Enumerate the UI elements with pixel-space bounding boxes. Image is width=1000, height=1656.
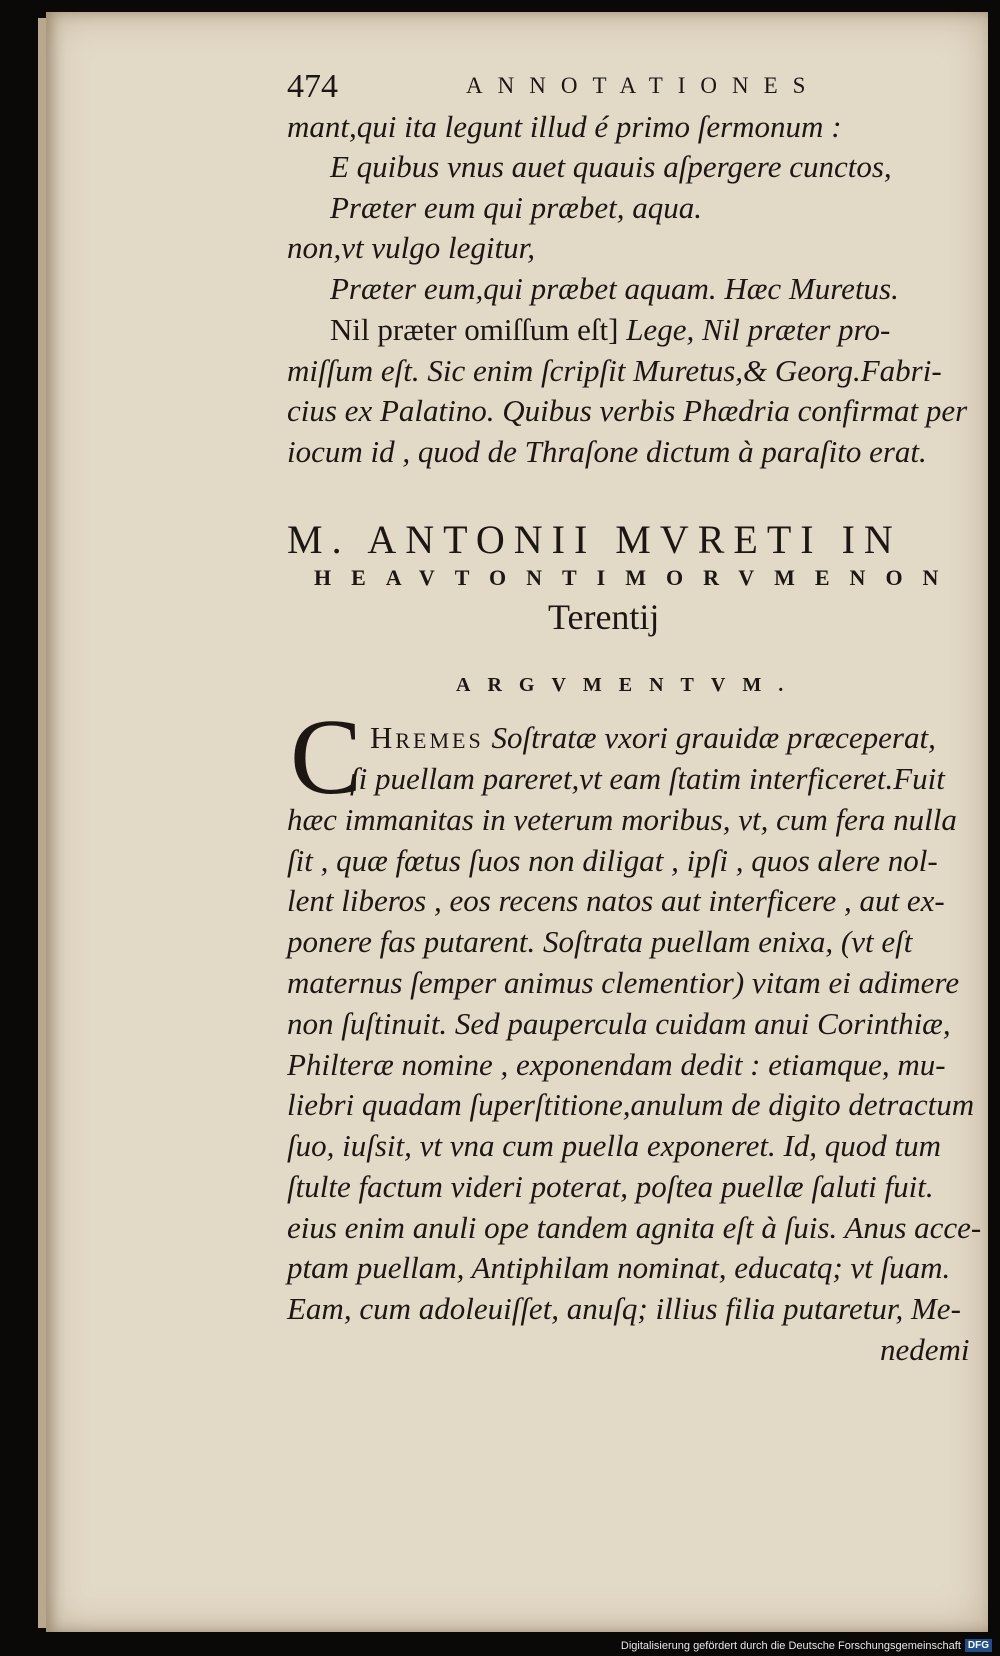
text-line: maternus ſemper animus clementior) vitam ei adimere (287, 965, 960, 1000)
first-line-text: Soſtratæ vxori grauidæ præceperat, (483, 720, 936, 755)
running-title: ANNOTATIONES (466, 73, 821, 98)
text-line: ſuo, iuſsit, vt vna cum puella exponeret. Id, quod tum (287, 1128, 942, 1163)
text-line: ſit , quæ fœtus ſuos non diligat , ipſi , quos alere nol- (287, 843, 938, 878)
first-word: Hremes (370, 720, 484, 755)
text-line: Philteræ nomine , exponendam dedit : etiamque, mu- (287, 1047, 946, 1082)
footer-credit: Digitalisierung gefördert durch die Deutsche Forschungsgemeinschaft (620, 1639, 961, 1652)
note-text: Lege, Nil præter pro- (618, 312, 891, 347)
page-number: 474 (287, 68, 338, 105)
section-subtitle: HEAVTONTIMORVMENON (314, 565, 959, 590)
text-line: liebri quadam ſuperſtitione,anulum de digito detractum (287, 1087, 975, 1122)
section-title: M. ANTONII MVRETI IN (287, 517, 902, 562)
note-first-line (330, 314, 890, 345)
text-line: lent liberos , eos recens natos aut interficere , aut ex- (287, 883, 945, 918)
text-line: iocum id , quod de Thraſone dictum à paraſito erat. (287, 434, 927, 469)
text-line: cius ex Palatino. Quibus verbis Phædria confirmat per (287, 393, 968, 428)
text-line: miſſum eſt. Sic enim ſcripſit Muretus,& Georg.Fabri- (287, 353, 942, 388)
text-line: ponere fas putarent. Soſtrata puellam enixa, (vt eſt (287, 924, 913, 959)
catchword: nedemi (880, 1332, 970, 1367)
text-line: ſtulte factum videri poterat, poſtea puellæ ſaluti fuit. (287, 1169, 934, 1204)
text-line: hæc immanitas in veterum moribus, vt, cum fera nulla (287, 802, 957, 837)
text-line: Eam, cum adoleuiſſet, anuſq; illius filia putaretur, Me- (287, 1291, 961, 1326)
text-line: non,vt vulgo legitur, (287, 230, 535, 265)
text-line: ptam puellam, Antiphilam nominat, educatq; vt ſuam. (287, 1250, 951, 1285)
note-lemma: Nil præter omiſſum eſt] (330, 312, 619, 347)
drop-cap: C (290, 698, 363, 817)
dfg-logo: DFG (965, 1639, 992, 1652)
text-line: ſi puellam pareret,vt eam ſtatim interficeret.Fuit (350, 761, 945, 796)
argument-heading: ARGVMENTVM. (456, 674, 801, 696)
text-line: eius enim anuli ope tandem agnita eſt à ſuis. Anus acce- (287, 1210, 982, 1245)
digitization-footer (621, 1639, 992, 1652)
verse-line: E quibus vnus auet quauis aſpergere cunctos, (330, 149, 892, 184)
section-author: Terentij (548, 597, 660, 637)
text-line: non ſuſtinuit. Sed paupercula cuidam anui Corinthiæ, (287, 1006, 951, 1041)
text-line: mant,qui ita legunt illud é primo ſermonum : (287, 109, 842, 144)
verse-line: Præter eum qui præbet, aqua. (330, 190, 702, 225)
verse-line: Præter eum,qui præbet aquam. Hæc Muretus. (330, 271, 899, 306)
body-first-line (370, 722, 936, 753)
